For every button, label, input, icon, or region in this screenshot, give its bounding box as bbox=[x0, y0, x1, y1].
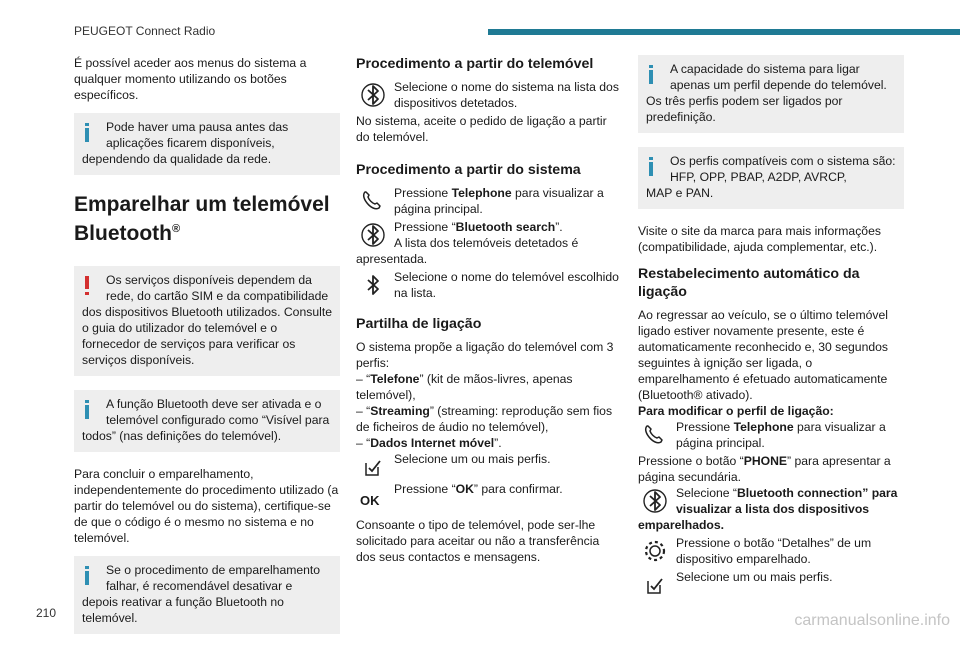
profile-text-bold: Streaming bbox=[370, 404, 430, 418]
checkbox-icon bbox=[638, 569, 672, 601]
heading-restore: Restabelecimento automático da ligação bbox=[638, 266, 860, 300]
info-note bbox=[74, 113, 340, 175]
column-1 bbox=[74, 55, 340, 648]
gear-icon bbox=[638, 535, 672, 567]
visit-paragraph: Visite o site da marca para mais informações (compatibilidade, ajuda complementar, etc.). bbox=[638, 224, 881, 254]
bluetooth-icon bbox=[356, 219, 390, 251]
note-text: MAP e PAN. bbox=[646, 186, 714, 200]
step-text-bold: Telephone bbox=[451, 186, 512, 200]
step-text: Pressione “ bbox=[394, 220, 456, 234]
step-text: para visualizar a página principal. bbox=[676, 420, 886, 450]
step-text: Selecione um ou mais perfis. bbox=[676, 570, 833, 584]
step-ok bbox=[356, 481, 622, 515]
profile-text: – “ bbox=[356, 436, 371, 450]
note-text: Os serviços disponíveis dependem da rede, do cartão SIM e da compatibilidade bbox=[106, 273, 329, 303]
heading-system-procedure: Procedimento a partir do sistema bbox=[356, 162, 581, 178]
step-text-bold: Telephone bbox=[733, 420, 794, 434]
column-3 bbox=[638, 55, 904, 587]
bluetooth-icon bbox=[356, 79, 390, 111]
checkbox-icon bbox=[356, 451, 390, 483]
note-text: Pode haver uma pausa antes das aplicações ficarem disponíveis, bbox=[106, 120, 289, 150]
profile-item bbox=[356, 435, 622, 451]
step-text: A lista dos telemóveis detetados é bbox=[394, 236, 579, 250]
closing-paragraph: Consoante o tipo de telemóvel, pode ser-lhe solicitado para aceitar ou não a transferência dos seus contactos e mensagens. bbox=[356, 518, 600, 564]
step-details bbox=[638, 535, 904, 567]
warning-note bbox=[74, 266, 340, 376]
step-text: ” para confirmar. bbox=[473, 482, 563, 496]
section-title bbox=[74, 193, 340, 246]
heading-phone-procedure: Procedimento a partir do telemóvel bbox=[356, 56, 594, 72]
step-text: Selecione um ou mais perfis. bbox=[394, 452, 551, 466]
page-number: 210 bbox=[36, 606, 57, 620]
ok-icon: OK bbox=[360, 493, 380, 508]
profile-text: ” (streaming: reprodução sem fios de ficheiros de áudio no telemóvel), bbox=[356, 404, 613, 434]
step-phone bbox=[356, 79, 622, 111]
profile-text: – “ bbox=[356, 372, 371, 386]
step-text: apresentada. bbox=[356, 252, 428, 266]
step-text: ”. bbox=[555, 220, 563, 234]
step-text: Pressione bbox=[394, 186, 452, 200]
note-text: todos” (nas definições do telemóvel). bbox=[82, 429, 282, 443]
step-text: ” para apresentar a página secundária. bbox=[638, 454, 891, 484]
header-title: PEUGEOT Connect Radio bbox=[74, 24, 216, 38]
step-text: Selecione “ bbox=[676, 486, 737, 500]
step-text: Pressione o botão “ bbox=[638, 454, 744, 468]
intro-paragraph: É possível aceder aos menus do sistema a qualquer momento utilizando os botões específicos. bbox=[74, 56, 307, 102]
step-select-profiles bbox=[356, 451, 622, 479]
header-accent-bar bbox=[488, 29, 960, 35]
step-text-bold: emparelhados. bbox=[638, 518, 725, 532]
step-text-bold: PHONE bbox=[743, 454, 788, 468]
pairing-paragraph: Para concluir o emparelhamento, independentemente do procedimento utilizado (a partir do telemóvel ou do sistema), certifique-se de que o código é o mesmo no sistema e no telemóvel. bbox=[74, 467, 339, 545]
note-text: A capacidade do sistema para ligar apenas um perfil depende do telemóvel. bbox=[670, 62, 887, 92]
step-telephone bbox=[638, 419, 904, 451]
note-text: depois reativar a função Bluetooth no telemóvel. bbox=[82, 595, 284, 625]
note-text: Se o procedimento de emparelhamento falhar, é recomendável desativar e bbox=[106, 563, 321, 593]
restore-paragraph: Ao regressar ao veículo, se o último telemóvel ligado estiver novamente presente, este é automaticamente reconhecido e, 30 segundos seguintes à ignição ser ligada, o emparelhamento é efetuado automaticamente (Bluetooth® ativado). bbox=[638, 308, 889, 402]
info-note bbox=[638, 147, 904, 209]
column-2 bbox=[356, 55, 622, 575]
step-text: para visualizar a página principal. bbox=[394, 186, 604, 216]
info-note bbox=[638, 55, 904, 133]
step-text-bold: Bluetooth connection” para visualizar a lista dos dispositivos bbox=[676, 486, 898, 516]
profile-text-bold: Dados Internet móvel bbox=[370, 436, 495, 450]
step-bluetooth-connection bbox=[638, 485, 904, 533]
phone-paragraph: No sistema, aceite o pedido de ligação a partir do telemóvel. bbox=[356, 114, 607, 144]
note-text: Os três perfis podem ser ligados por predefinição. bbox=[646, 94, 843, 124]
profile-text-bold: Telefone bbox=[370, 372, 420, 386]
registered-mark: ® bbox=[171, 223, 181, 235]
profile-text: ” (kit de mãos-livres, apenas telemóvel), bbox=[356, 372, 573, 402]
bluetooth-symbol-icon bbox=[356, 269, 390, 301]
phone-handset-icon bbox=[356, 185, 390, 217]
profile-text: – “ bbox=[356, 404, 371, 418]
step-text-bold: Bluetooth search bbox=[455, 220, 556, 234]
profile-item bbox=[356, 371, 622, 403]
step-telephone bbox=[356, 185, 622, 217]
profile-text: ”. bbox=[494, 436, 502, 450]
bluetooth-icon bbox=[638, 485, 672, 517]
step-select-profiles bbox=[638, 569, 904, 585]
phone-button-paragraph bbox=[638, 453, 904, 485]
step-text: Selecione o nome do telemóvel escolhido na lista. bbox=[394, 270, 619, 300]
phone-handset-icon bbox=[638, 419, 672, 451]
note-text: dependendo da qualidade da rede. bbox=[82, 152, 272, 166]
info-note bbox=[74, 556, 340, 634]
watermark: carmanualsonline.info bbox=[794, 612, 950, 629]
step-text-bold: OK bbox=[455, 482, 474, 496]
note-text: A função Bluetooth deve ser ativada e o telemóvel configurado como “Visível para bbox=[106, 397, 330, 427]
step-text: Pressione “ bbox=[394, 482, 456, 496]
step-bluetooth-search bbox=[356, 219, 622, 267]
heading-share: Partilha de ligação bbox=[356, 316, 482, 332]
share-intro: O sistema propõe a ligação do telemóvel com 3 perfis: bbox=[356, 340, 614, 370]
step-text: Selecione o nome do sistema na lista dos dispositivos detetados. bbox=[394, 80, 619, 110]
note-text: Os perfis compatíveis com o sistema são: HFP, OPP, PBAP, A2DP, AVRCP, bbox=[670, 154, 896, 184]
profile-item bbox=[356, 403, 622, 435]
step-select-phone bbox=[356, 269, 622, 301]
note-text: dos dispositivos Bluetooth utilizados. Consulte o guia do utilizador do telemóvel e o fornecedor de serviços para verificar os serviços disponíveis. bbox=[82, 305, 332, 367]
step-text: Pressione bbox=[676, 420, 734, 434]
step-text: Pressione o botão “Detalhes” de um dispositivo emparelhado. bbox=[676, 536, 872, 566]
info-note bbox=[74, 390, 340, 452]
section-title-text: Emparelhar um telemóvel Bluetooth bbox=[74, 193, 330, 245]
modify-label: Para modificar o perfil de ligação: bbox=[638, 404, 834, 418]
